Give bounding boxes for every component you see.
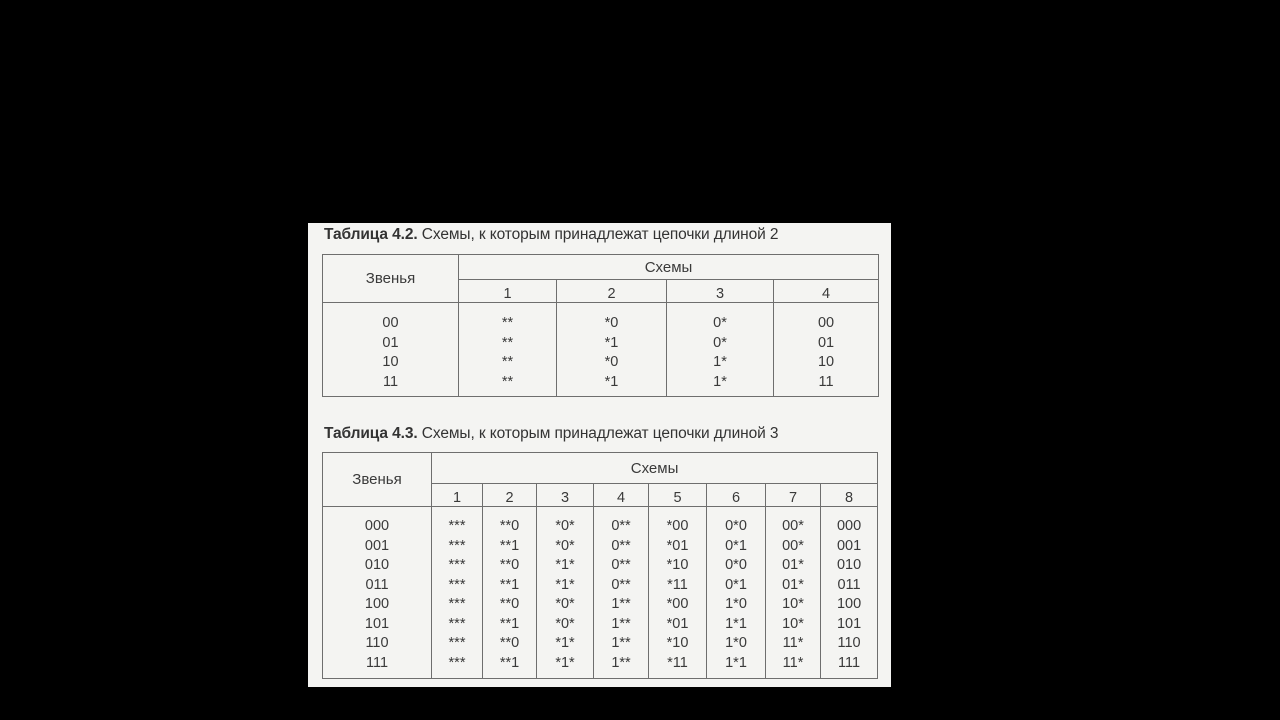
scheme-value: *0*: [555, 537, 575, 554]
scheme-value: **: [501, 354, 514, 370]
schemes-header: Схемы: [432, 453, 878, 484]
scheme-value: ***: [448, 596, 466, 612]
links-column: [323, 303, 459, 397]
scheme-value: 1*: [713, 354, 727, 370]
scheme-value: *0*: [555, 596, 575, 612]
link-value: 100: [364, 596, 390, 612]
link-value: 01: [382, 334, 399, 351]
scheme-value: ***: [448, 518, 466, 534]
scheme-value: *01: [666, 615, 689, 632]
scheme-value: *1: [604, 373, 619, 390]
link-value: 010: [364, 557, 390, 573]
scheme-number-4: 4: [774, 280, 879, 303]
scheme-value: *1*: [555, 635, 575, 651]
schemes-header: Схемы: [459, 255, 879, 280]
scheme-value: **0: [499, 596, 520, 612]
table-4-2-caption: [324, 226, 778, 244]
scheme-value: 00*: [782, 537, 804, 554]
scheme-value: 01*: [782, 576, 804, 593]
scheme-number-2: 2: [483, 484, 537, 507]
scheme-column-7: [766, 507, 821, 679]
scheme-value: **1: [499, 537, 520, 554]
links-header: Звенья: [323, 453, 432, 507]
scheme-value: **0: [499, 518, 520, 534]
link-value: 101: [364, 615, 390, 632]
scheme-value: ***: [448, 576, 466, 593]
scheme-column-6: [707, 507, 766, 679]
table-4-3-caption-number: Таблица 4.3.: [324, 425, 418, 442]
table-body-row: [323, 507, 878, 679]
scheme-value: 0*1: [725, 576, 747, 593]
scheme-value: ***: [448, 537, 466, 554]
scanned-page: [308, 223, 891, 687]
scheme-number-5: 5: [649, 484, 707, 507]
scheme-value: *11: [667, 654, 688, 671]
scheme-value: ***: [448, 557, 466, 573]
scheme-value: ***: [448, 615, 466, 632]
scheme-value: *1*: [555, 557, 575, 573]
scheme-value: 0*0: [725, 557, 747, 573]
scheme-value: 1**: [611, 596, 631, 612]
scheme-value: 11*: [782, 654, 804, 671]
scheme-value: 11*: [782, 635, 804, 651]
scheme-value: ***: [448, 654, 466, 671]
scheme-number-8: 8: [821, 484, 878, 507]
link-value: 001: [364, 537, 390, 554]
scheme-value: 000: [836, 518, 862, 534]
scheme-value: **: [501, 373, 514, 390]
scheme-column-1: [432, 507, 483, 679]
scheme-column-4: [774, 303, 879, 397]
scheme-value: 011: [837, 576, 861, 593]
scheme-value: **: [501, 334, 514, 351]
scheme-value: *0*: [555, 615, 575, 632]
scheme-value: *1*: [555, 576, 575, 593]
scheme-value: *00: [666, 596, 689, 612]
scheme-column-2: [483, 507, 537, 679]
scheme-value: 0**: [611, 576, 631, 593]
scheme-value: *0*: [555, 518, 575, 534]
scheme-value: 110: [837, 635, 861, 651]
scheme-value: 1*: [713, 373, 727, 390]
table-4-2-caption-text: Схемы, к которым принадлежат цепочки длиной 2: [417, 226, 779, 243]
scheme-number-3: 3: [667, 280, 774, 303]
scheme-value: 01: [817, 334, 835, 351]
scheme-column-8: [821, 507, 878, 679]
link-value: 111: [365, 654, 389, 671]
scheme-number-7: 7: [766, 484, 821, 507]
table-4-2-caption-number: Таблица 4.2.: [324, 226, 418, 243]
scheme-value: 01*: [782, 557, 804, 573]
scheme-value: 001: [836, 537, 862, 554]
scheme-column-1: [459, 303, 557, 397]
scheme-value: 0*: [713, 315, 727, 331]
scheme-value: 0**: [611, 518, 631, 534]
scheme-value: 0*1: [725, 537, 747, 554]
scheme-value: 1*1: [725, 615, 747, 632]
scheme-value: 1*1: [725, 654, 747, 671]
table-4-2: [322, 254, 879, 397]
scheme-value: 1**: [611, 654, 631, 671]
scheme-value: *10: [666, 557, 689, 573]
scheme-column-3: [537, 507, 594, 679]
scheme-value: 101: [836, 615, 862, 632]
scheme-value: 1**: [611, 635, 631, 651]
scheme-number-6: 6: [707, 484, 766, 507]
link-value: 110: [365, 635, 389, 651]
scheme-column-3: [667, 303, 774, 397]
scheme-value: 00*: [782, 518, 804, 534]
scheme-value: **0: [499, 635, 520, 651]
scheme-value: 10*: [782, 615, 804, 632]
scheme-value: **1: [499, 576, 520, 593]
scheme-number-1: 1: [459, 280, 557, 303]
scheme-value: 111: [838, 654, 861, 671]
scheme-value: *1: [604, 334, 619, 351]
scheme-number-3: 3: [537, 484, 594, 507]
scheme-number-2: 2: [557, 280, 667, 303]
scheme-value: 100: [836, 596, 862, 612]
scheme-value: 0**: [611, 537, 631, 554]
table-body-row: [323, 303, 879, 397]
scheme-value: 010: [836, 557, 862, 573]
link-value: 11: [382, 373, 399, 390]
table-4-3-caption: [324, 425, 778, 443]
scheme-value: *10: [666, 635, 689, 651]
scheme-value: 10: [817, 354, 835, 370]
link-value: 10: [382, 354, 399, 370]
table-4-3: [322, 452, 878, 679]
link-value: 000: [364, 518, 390, 534]
scheme-column-2: [557, 303, 667, 397]
scheme-value: 11: [818, 373, 834, 390]
scheme-number-4: 4: [594, 484, 649, 507]
scheme-value: 1*0: [725, 596, 747, 612]
scheme-value: *00: [666, 518, 689, 534]
scheme-value: 1*0: [725, 635, 747, 651]
scheme-value: *01: [666, 537, 689, 554]
scheme-value: **1: [499, 654, 520, 671]
scheme-value: 10*: [782, 596, 804, 612]
scheme-value: **: [501, 315, 514, 331]
links-header: Звенья: [323, 255, 459, 303]
link-value: 011: [365, 576, 389, 593]
link-value: 00: [382, 315, 399, 331]
scheme-value: *0: [604, 354, 619, 370]
scheme-value: 0*: [713, 334, 727, 351]
scheme-value: *1*: [555, 654, 575, 671]
scheme-value: **1: [499, 615, 520, 632]
table-4-3-caption-text: Схемы, к которым принадлежат цепочки длиной 3: [417, 425, 779, 442]
scheme-number-1: 1: [432, 484, 483, 507]
scheme-value: 00: [817, 315, 835, 331]
links-column: [323, 507, 432, 679]
scheme-value: 1**: [611, 615, 631, 632]
scheme-value: 0*0: [725, 518, 747, 534]
scheme-value: 0**: [611, 557, 631, 573]
scheme-column-5: [649, 507, 707, 679]
scheme-value: *11: [667, 576, 688, 593]
scheme-column-4: [594, 507, 649, 679]
scheme-value: ***: [448, 635, 466, 651]
scheme-value: **0: [499, 557, 520, 573]
scheme-value: *0: [604, 315, 619, 331]
